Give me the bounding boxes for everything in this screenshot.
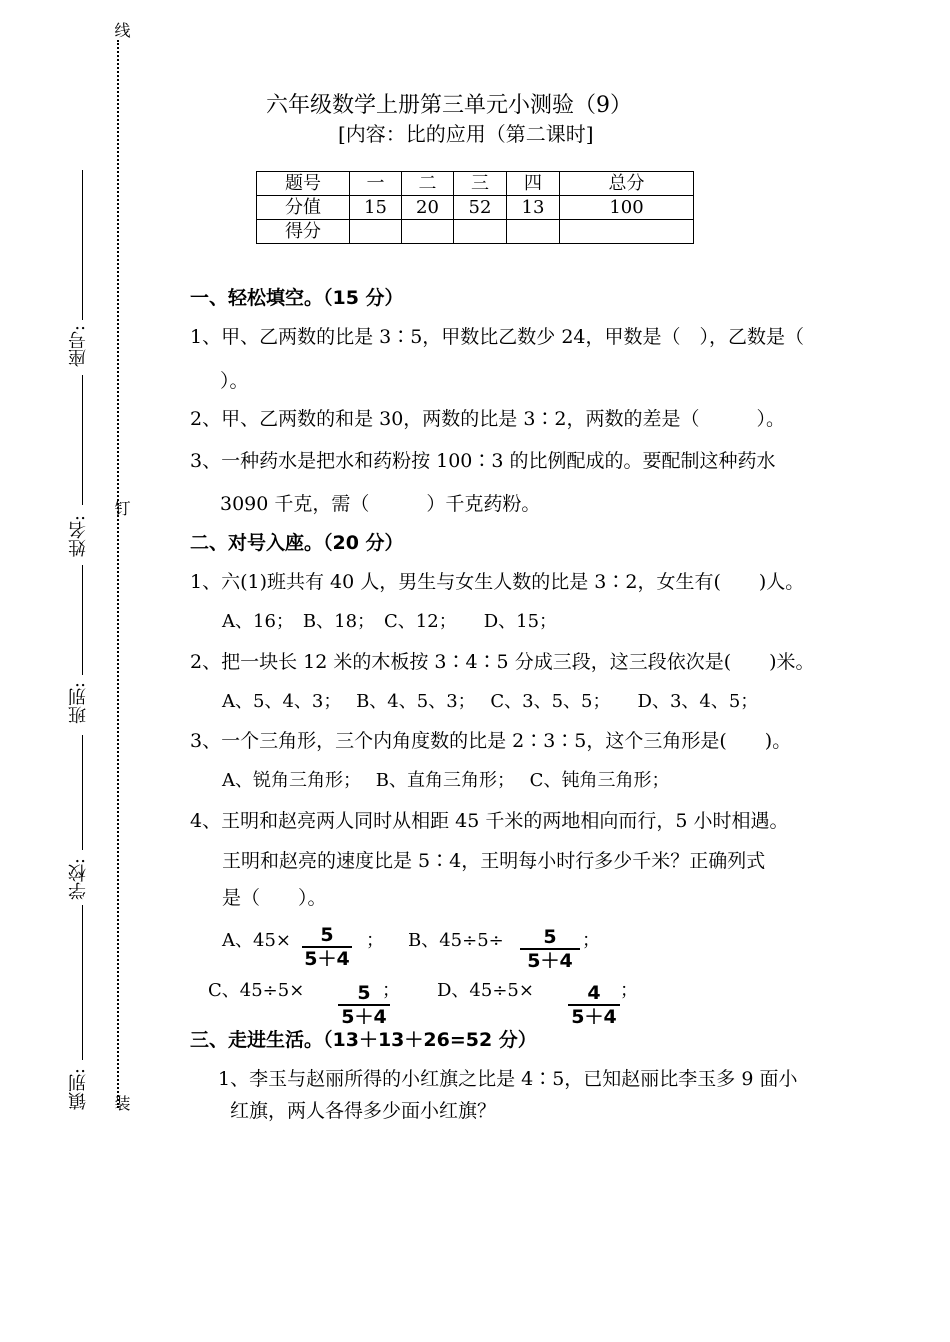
school-line bbox=[82, 735, 83, 850]
table-cell: 二 bbox=[402, 172, 454, 196]
name-line bbox=[82, 375, 83, 505]
s1-q1-line2: ）。 bbox=[220, 370, 249, 392]
s2-q3: 3、一个三角形，三个内角度数的比是 2∶3∶5，这个三角形是( )。 bbox=[190, 730, 792, 752]
score-input-1[interactable] bbox=[350, 220, 402, 244]
s2-q1: 1、六(1)班共有 40 人，男生与女生人数的比是 3∶2，女生有( )人。 bbox=[190, 571, 805, 593]
s3-q1-line1: 1、李玉与赵丽所得的小红旗之比是 4∶5，已知赵丽比李玉多 9 面小 bbox=[218, 1068, 798, 1090]
fraction-b-denominator: 5＋4 bbox=[527, 950, 573, 972]
s2-q3-options: A、锐角三角形； B、直角三角形； C、钝角三角形； bbox=[222, 770, 670, 791]
table-cell: 20 bbox=[402, 196, 454, 220]
fraction-b bbox=[520, 926, 580, 972]
section1-title: 一、轻松填空。（15 分） bbox=[190, 287, 404, 309]
table-row bbox=[257, 196, 694, 220]
seat-number-label: 座号: bbox=[68, 325, 89, 368]
school-label: 学校: bbox=[68, 858, 89, 901]
binding-char-bottom: 装 bbox=[112, 1095, 131, 1111]
section2-title: 二、对号入座。（20 分） bbox=[190, 532, 404, 554]
fraction-a bbox=[302, 924, 352, 970]
page-subtitle: [内容：比的应用（第二课时] bbox=[338, 122, 594, 146]
score-input-2[interactable] bbox=[402, 220, 454, 244]
table-cell: 52 bbox=[454, 196, 507, 220]
table-cell: 三 bbox=[454, 172, 507, 196]
s2-q2: 2、把一块长 12 米的木板按 3∶4∶5 分成三段，这三段依次是( )米。 bbox=[190, 651, 815, 673]
section3-title: 三、走进生活。（13＋13＋26=52 分） bbox=[190, 1029, 537, 1051]
fraction-d-denominator: 5＋4 bbox=[571, 1006, 617, 1028]
class-label: 班别: bbox=[68, 682, 89, 725]
s2-q2-options: A、5、4、3； B、4、5、3； C、3、5、5； D、3、4、5； bbox=[222, 691, 759, 712]
s1-q3-line1: 3、一种药水是把水和药粉按 100∶3 的比例配成的。要配制这种药水 bbox=[190, 450, 776, 472]
fraction-b-numerator: 5 bbox=[543, 926, 557, 948]
binding-char-top: 线 bbox=[112, 22, 131, 38]
table-cell: 得分 bbox=[257, 220, 350, 244]
binding-char-mid: 钉 bbox=[112, 500, 131, 516]
option-separator: ； bbox=[620, 980, 638, 1001]
fraction-c-denominator: 5＋4 bbox=[341, 1006, 387, 1028]
fraction-d bbox=[568, 982, 620, 1028]
binding-dotted-line bbox=[117, 40, 119, 1108]
s2-q4-option-a: A、45× bbox=[222, 930, 291, 951]
s1-q3-line2: 3090 千克，需（ ）千克药粉。 bbox=[220, 493, 541, 515]
fraction-a-numerator: 5 bbox=[320, 924, 334, 946]
town-label: 镇别: bbox=[68, 1068, 89, 1111]
score-table bbox=[256, 171, 694, 244]
s1-q2: 2、甲、乙两数的和是 30，两数的比是 3∶2，两数的差是（ ）。 bbox=[190, 408, 786, 430]
table-cell: 四 bbox=[507, 172, 560, 196]
s2-q4-line1: 4、王明和赵亮两人同时从相距 45 千米的两地相向而行，5 小时相遇。 bbox=[190, 810, 789, 832]
seat-number-line bbox=[82, 170, 83, 320]
table-cell: 13 bbox=[507, 196, 560, 220]
score-input-4[interactable] bbox=[507, 220, 560, 244]
fraction-a-denominator: 5＋4 bbox=[304, 948, 350, 970]
table-cell: 100 bbox=[560, 196, 694, 220]
town-line bbox=[82, 905, 83, 1060]
score-input-total[interactable] bbox=[560, 220, 694, 244]
s2-q1-options: A、16； B、18； C、12； D、15； bbox=[222, 611, 558, 632]
class-line bbox=[82, 565, 83, 675]
page-title: 六年级数学上册第三单元小测验（9） bbox=[266, 93, 632, 118]
s2-q4-option-d: D、45÷5× bbox=[437, 980, 534, 1001]
s1-q1-line1: 1、甲、乙两数的比是 3∶5，甲数比乙数少 24，甲数是（ ），乙数是（ bbox=[190, 326, 805, 348]
table-cell: 题号 bbox=[257, 172, 350, 196]
s2-q4-option-b: B、45÷5÷ bbox=[408, 930, 504, 951]
table-cell: 15 bbox=[350, 196, 402, 220]
table-cell: 总分 bbox=[560, 172, 694, 196]
option-separator: ； bbox=[366, 930, 384, 951]
fraction-c-numerator: 5 bbox=[357, 982, 371, 1004]
fraction-d-numerator: 4 bbox=[587, 982, 601, 1004]
name-label: 姓名: bbox=[68, 515, 89, 558]
table-row bbox=[257, 220, 694, 244]
s2-q4-line3: 是（ ）。 bbox=[222, 887, 327, 909]
s3-q1-line2: 红旗，两人各得多少面小红旗？ bbox=[230, 1100, 497, 1122]
s2-q4-line2: 王明和赵亮的速度比是 5∶4，王明每小时行多少千米？正确列式 bbox=[222, 850, 766, 872]
table-cell: 一 bbox=[350, 172, 402, 196]
table-row bbox=[257, 172, 694, 196]
option-separator: ； bbox=[582, 930, 600, 951]
table-cell: 分值 bbox=[257, 196, 350, 220]
score-input-3[interactable] bbox=[454, 220, 507, 244]
s2-q4-option-c: C、45÷5× bbox=[208, 980, 305, 1001]
option-separator: ； bbox=[382, 980, 400, 1001]
